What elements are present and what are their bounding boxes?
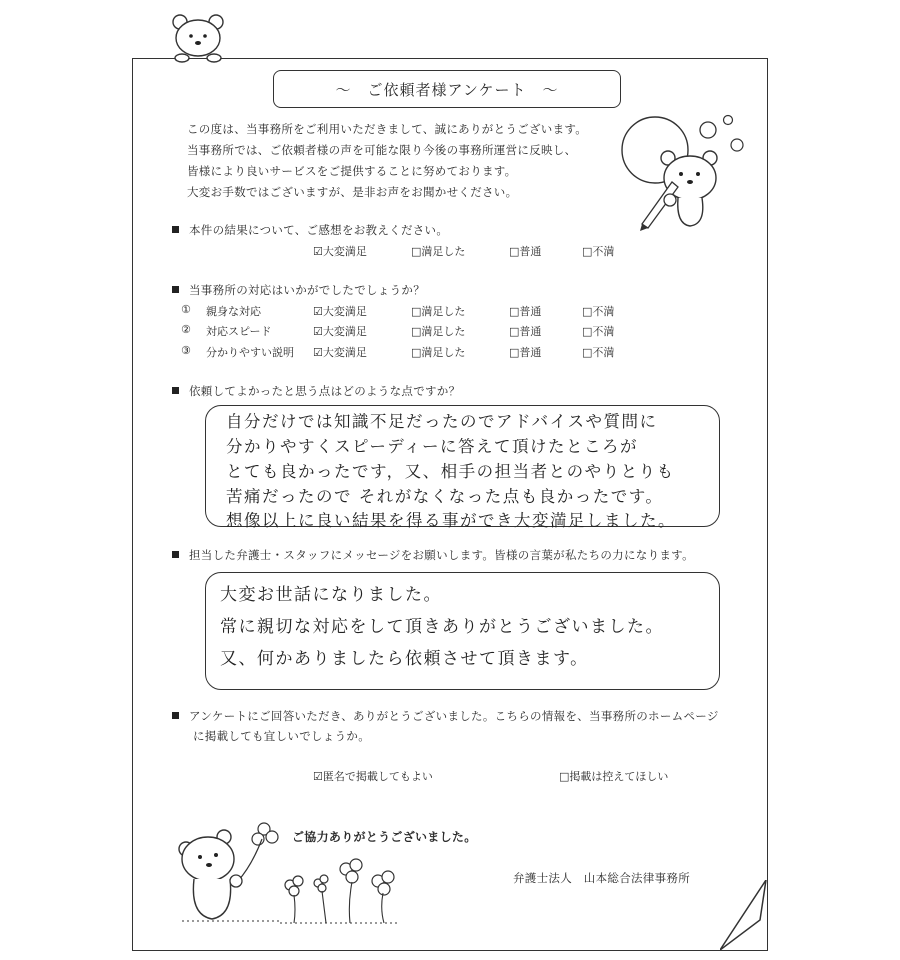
- q4-answer-line-3: 又、何かありましたら依頼させて頂きます。: [220, 649, 589, 669]
- q2-row-1-normal[interactable]: □普通: [509, 305, 542, 318]
- intro-line-1: この度は、当事務所をご利用いただきまして、誠にありがとうございます。: [187, 122, 588, 136]
- bullet-square-icon: [172, 226, 179, 233]
- q2-row-2-unsatisfied[interactable]: □不満: [582, 325, 615, 338]
- q4-answer-line-1: 大変お世話になりました。: [220, 585, 442, 605]
- q2-row-3-unsatisfied[interactable]: □不満: [582, 346, 615, 359]
- q1-question: 本件の結果について、ご感想をお教えください。: [172, 222, 448, 238]
- q3-answer-line-1: 自分だけでは知識不足だったのでアドバイスや質問に: [226, 412, 658, 431]
- clover-icon: [280, 855, 400, 925]
- q2-row-1-label: 親身な対応: [206, 305, 261, 318]
- q2-row-2-num: ②: [181, 323, 191, 336]
- q5-option-anonymous-ok[interactable]: ☑匿名で掲載してもよい: [313, 770, 433, 783]
- q4-answer-line-2: 常に親切な対応をして頂きありがとうございました。: [220, 617, 664, 637]
- q5-question-line-1: アンケートにご回答いただき、ありがとうございました。こちらの情報を、当事務所のホームページ: [172, 708, 719, 724]
- q3-question: 依頼してよかったと思う点はどのような点ですか？: [172, 383, 460, 399]
- q5-option-decline[interactable]: □掲載は控えてほしい: [559, 770, 669, 783]
- bullet-square-icon: [172, 551, 179, 558]
- q1-option-normal[interactable]: □普通: [509, 245, 542, 258]
- q2-row-2-normal[interactable]: □普通: [509, 325, 542, 338]
- q3-answer-line-5: 想像以上に良い結果を得る事ができ大変満足しました。: [226, 511, 676, 530]
- bear-peeking-icon: [168, 12, 230, 64]
- q2-row-3-satisfied[interactable]: □満足した: [411, 346, 466, 359]
- q5-question-line-2: に掲載しても宜しいでしょうか。: [193, 729, 370, 743]
- q4-question: 担当した弁護士・スタッフにメッセージをお願いします。皆様の言葉が私たちの力になります。: [172, 547, 694, 563]
- q1-option-very-satisfied[interactable]: ☑大変満足: [313, 245, 367, 258]
- intro-line-2: 当事務所では、ご依頼者様の声を可能な限り今後の事務所運営に反映し、: [187, 143, 577, 157]
- q1-option-satisfied[interactable]: □満足した: [411, 245, 466, 258]
- page-curl-icon: [720, 880, 768, 952]
- q2-row-2-satisfied[interactable]: □満足した: [411, 325, 466, 338]
- q2-row-2-very-satisfied[interactable]: ☑大変満足: [313, 325, 367, 338]
- q3-answer-line-3: とても良かったです，又、相手の担当者とのやりとりも: [226, 462, 675, 481]
- q2-row-3-num: ③: [181, 344, 191, 357]
- bullet-square-icon: [172, 286, 179, 293]
- bullet-square-icon: [172, 712, 179, 719]
- survey-title: [273, 70, 621, 108]
- bear-with-pencil-icon: [640, 140, 730, 232]
- firm-name: 弁護士法人 山本総合法律事務所: [513, 871, 690, 885]
- q2-question: 当事務所の対応はいかがでしたでしょうか？: [172, 282, 425, 298]
- q2-row-3-very-satisfied[interactable]: ☑大変満足: [313, 346, 367, 359]
- q3-answer-line-4: 苦痛だったので それがなくなった点も良かったです。: [226, 487, 664, 506]
- intro-line-3: 皆様により良いサービスをご提供することに努めております。: [187, 164, 517, 178]
- title-text: ～ ご依頼者様アンケート ～: [335, 80, 559, 99]
- intro-line-4: 大変お手数ではございますが、是非お声をお聞かせください。: [187, 185, 518, 199]
- q1-option-unsatisfied[interactable]: □不満: [582, 245, 615, 258]
- q2-row-2-label: 対応スピード: [206, 325, 272, 338]
- q3-answer-line-2: 分かりやすくスピーディーに答えて頂けたところが: [226, 437, 639, 456]
- bear-with-clover-icon: [172, 815, 282, 923]
- q2-row-3-normal[interactable]: □普通: [509, 346, 542, 359]
- q2-row-1-satisfied[interactable]: □満足した: [411, 305, 466, 318]
- q2-row-3-label: 分かりやすい説明: [206, 346, 294, 359]
- q2-row-1-very-satisfied[interactable]: ☑大変満足: [313, 305, 367, 318]
- q2-row-1-num: ①: [181, 303, 191, 316]
- thanks-message: ご協力ありがとうございました。: [292, 830, 477, 844]
- bullet-square-icon: [172, 387, 179, 394]
- q2-row-1-unsatisfied[interactable]: □不満: [582, 305, 615, 318]
